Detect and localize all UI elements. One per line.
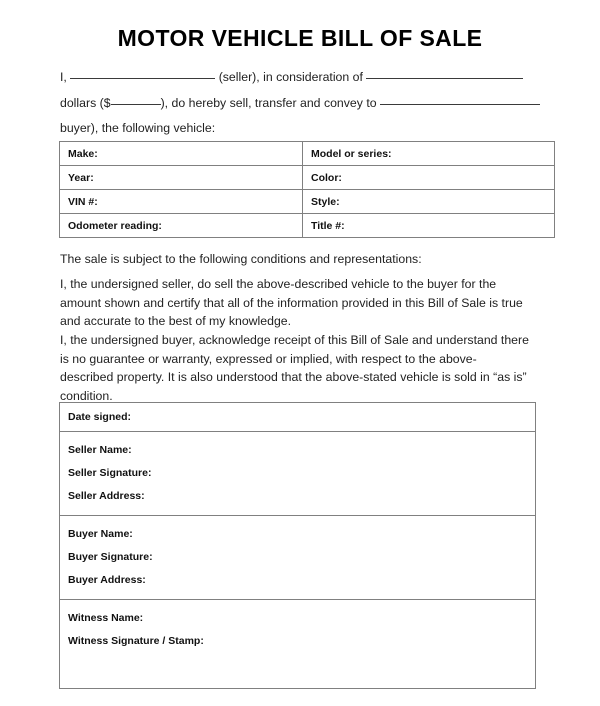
field-seller-name[interactable]: Seller Name: — [68, 444, 132, 456]
consideration-amount-blank[interactable] — [366, 78, 523, 79]
field-witness-signature[interactable]: Witness Signature / Stamp: — [68, 635, 204, 647]
vehicle-field-vin[interactable]: VIN #: — [60, 190, 303, 214]
field-buyer-name[interactable]: Buyer Name: — [68, 528, 133, 540]
field-seller-address[interactable]: Seller Address: — [68, 490, 145, 502]
buyer-name-blank[interactable] — [380, 104, 540, 105]
intro-line-1 — [60, 65, 540, 91]
field-seller-signature[interactable]: Seller Signature: — [68, 467, 152, 479]
table-row — [60, 166, 555, 190]
vehicle-field-model[interactable]: Model or series: — [303, 142, 555, 166]
vehicle-field-style[interactable]: Style: — [303, 190, 555, 214]
table-row — [60, 190, 555, 214]
intro-line-1-prefix: I, — [60, 70, 67, 84]
vehicle-field-make[interactable]: Make: — [60, 142, 303, 166]
seller-signature-block — [60, 432, 536, 516]
seller-name-blank[interactable] — [70, 78, 215, 79]
field-date-signed[interactable]: Date signed: — [60, 403, 536, 432]
table-row — [60, 432, 536, 516]
dollar-amount-blank[interactable] — [111, 104, 161, 105]
table-row — [60, 403, 536, 432]
intro-block — [60, 65, 540, 142]
field-buyer-signature[interactable]: Buyer Signature: — [68, 551, 153, 563]
vehicle-field-title-number[interactable]: Title #: — [303, 214, 555, 238]
intro-line-3: buyer), the following vehicle: — [60, 121, 216, 135]
vehicle-field-color[interactable]: Color: — [303, 166, 555, 190]
table-row — [60, 142, 555, 166]
buyer-signature-block — [60, 516, 536, 600]
vehicle-details-table — [59, 141, 555, 238]
table-row — [60, 214, 555, 238]
witness-signature-block — [60, 600, 536, 689]
vehicle-field-odometer[interactable]: Odometer reading: — [60, 214, 303, 238]
intro-line-2 — [60, 91, 540, 117]
seller-declaration-text: I, the undersigned seller, do sell the above-described vehicle to the buyer for the amount shown and certify that all of the information provided in this Bill of Sale is true and accurate to the best of my knowledge. — [60, 277, 523, 328]
intro-line-2-prefix: dollars ($ — [60, 95, 111, 110]
page-title: MOTOR VEHICLE BILL OF SALE — [117, 25, 483, 51]
field-buyer-address[interactable]: Buyer Address: — [68, 574, 146, 586]
signature-table — [59, 402, 536, 689]
vehicle-field-year[interactable]: Year: — [60, 166, 303, 190]
table-row — [60, 516, 536, 600]
buyer-declaration-text: I, the undersigned buyer, acknowledge receipt of this Bill of Sale and understand there is no guarantee or warranty, expressed or implied, with respect to the above-described property. It is also understood that the above-stated vehicle is sold in “as is” condition. — [60, 333, 529, 403]
intro-line-2-suffix: ), do hereby sell, transfer and convey to — [160, 95, 377, 110]
conditions-lead-text: The sale is subject to the following conditions and representations: — [60, 252, 422, 266]
field-witness-name[interactable]: Witness Name: — [68, 612, 144, 624]
intro-line-1-suffix: (seller), in consideration of — [218, 70, 363, 84]
table-row — [60, 600, 536, 689]
